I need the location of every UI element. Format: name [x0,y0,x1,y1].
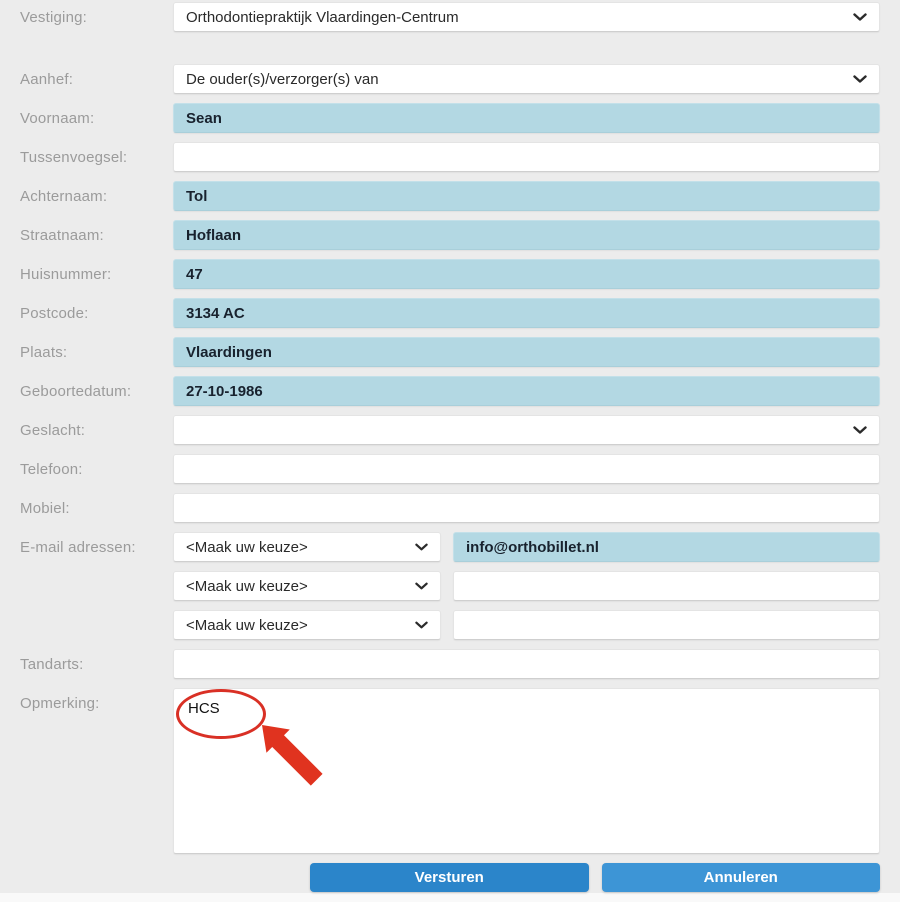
chevron-down-icon [853,426,867,435]
email-type-select-1[interactable] [173,532,441,562]
achternaam-value: Tol [186,187,208,205]
chevron-down-icon [415,621,428,630]
voornaam-input[interactable] [173,103,880,133]
chevron-down-icon [415,582,428,591]
email-row-3 [173,610,880,640]
aanhef-select[interactable] [173,64,880,94]
vestiging-select[interactable] [173,2,880,32]
email-type-select-2[interactable] [173,571,441,601]
row-postcode [0,298,900,328]
geboortedatum-input[interactable] [173,376,880,406]
bottom-strip [0,893,900,902]
mobiel-input[interactable] [173,493,880,523]
row-geboortedatum [0,376,900,406]
geslacht-select[interactable] [173,415,880,445]
row-mobiel [0,493,900,523]
tandarts-input[interactable] [173,649,880,679]
email-value-1: info@orthobillet.nl [466,538,599,556]
straatnaam-value: Hoflaan [186,226,242,244]
form-actions [310,863,880,892]
geboortedatum-label: Geboortedatum: [20,383,132,400]
achternaam-label: Achternaam: [20,188,108,205]
huisnummer-label: Huisnummer: [20,266,112,283]
row-aanhef [0,64,900,94]
email-input-2[interactable] [453,571,880,601]
vestiging-label: Vestiging: [20,9,88,26]
versturen-button[interactable]: Versturen [310,863,589,892]
email-type-select-3[interactable] [173,610,441,640]
email-type-value-1: <Maak uw keuze> [186,538,308,556]
achternaam-input[interactable] [173,181,880,211]
annuleren-button[interactable]: Annuleren [602,863,881,892]
voornaam-label: Voornaam: [20,110,95,127]
email-type-value-2: <Maak uw keuze> [186,577,308,595]
row-opmerking [0,688,900,854]
telefoon-label: Telefoon: [20,461,83,478]
email-input-3[interactable] [453,610,880,640]
tussenvoegsel-input[interactable] [173,142,880,172]
row-telefoon [0,454,900,484]
row-tandarts [0,649,900,679]
opmerking-textarea[interactable] [173,688,880,854]
email-input-1[interactable] [453,532,880,562]
telefoon-input[interactable] [173,454,880,484]
mobiel-label: Mobiel: [20,500,70,517]
email-adressen-label: E-mail adressen: [20,539,136,556]
row-geslacht [0,415,900,445]
geslacht-label: Geslacht: [20,422,86,439]
row-voornaam [0,103,900,133]
chevron-down-icon [853,75,867,84]
tandarts-label: Tandarts: [20,656,84,673]
chevron-down-icon [415,543,428,552]
postcode-input[interactable] [173,298,880,328]
straatnaam-label: Straatnaam: [20,227,104,244]
email-type-value-3: <Maak uw keuze> [186,616,308,634]
aanhef-value: De ouder(s)/verzorger(s) van [186,70,379,88]
row-achternaam [0,181,900,211]
row-email-adressen [0,532,900,640]
row-tussenvoegsel [0,142,900,172]
row-plaats [0,337,900,367]
plaats-value: Vlaardingen [186,343,272,361]
opmerking-value: HCS [188,700,220,717]
row-huisnummer [0,259,900,289]
row-vestiging [0,2,900,32]
email-row-2 [173,571,880,601]
aanhef-label: Aanhef: [20,71,74,88]
postcode-label: Postcode: [20,305,89,322]
huisnummer-value: 47 [186,265,203,283]
geboortedatum-value: 27-10-1986 [186,382,263,400]
chevron-down-icon [853,13,867,22]
opmerking-label: Opmerking: [20,695,100,712]
tussenvoegsel-label: Tussenvoegsel: [20,149,128,166]
vestiging-value: Orthodontiepraktijk Vlaardingen-Centrum [186,8,459,26]
straatnaam-input[interactable] [173,220,880,250]
voornaam-value: Sean [186,109,222,127]
email-row-1 [173,532,880,562]
red-arrow-annotation [262,725,326,789]
postcode-value: 3134 AC [186,304,245,322]
row-straatnaam [0,220,900,250]
plaats-label: Plaats: [20,344,68,361]
huisnummer-input[interactable] [173,259,880,289]
plaats-input[interactable] [173,337,880,367]
